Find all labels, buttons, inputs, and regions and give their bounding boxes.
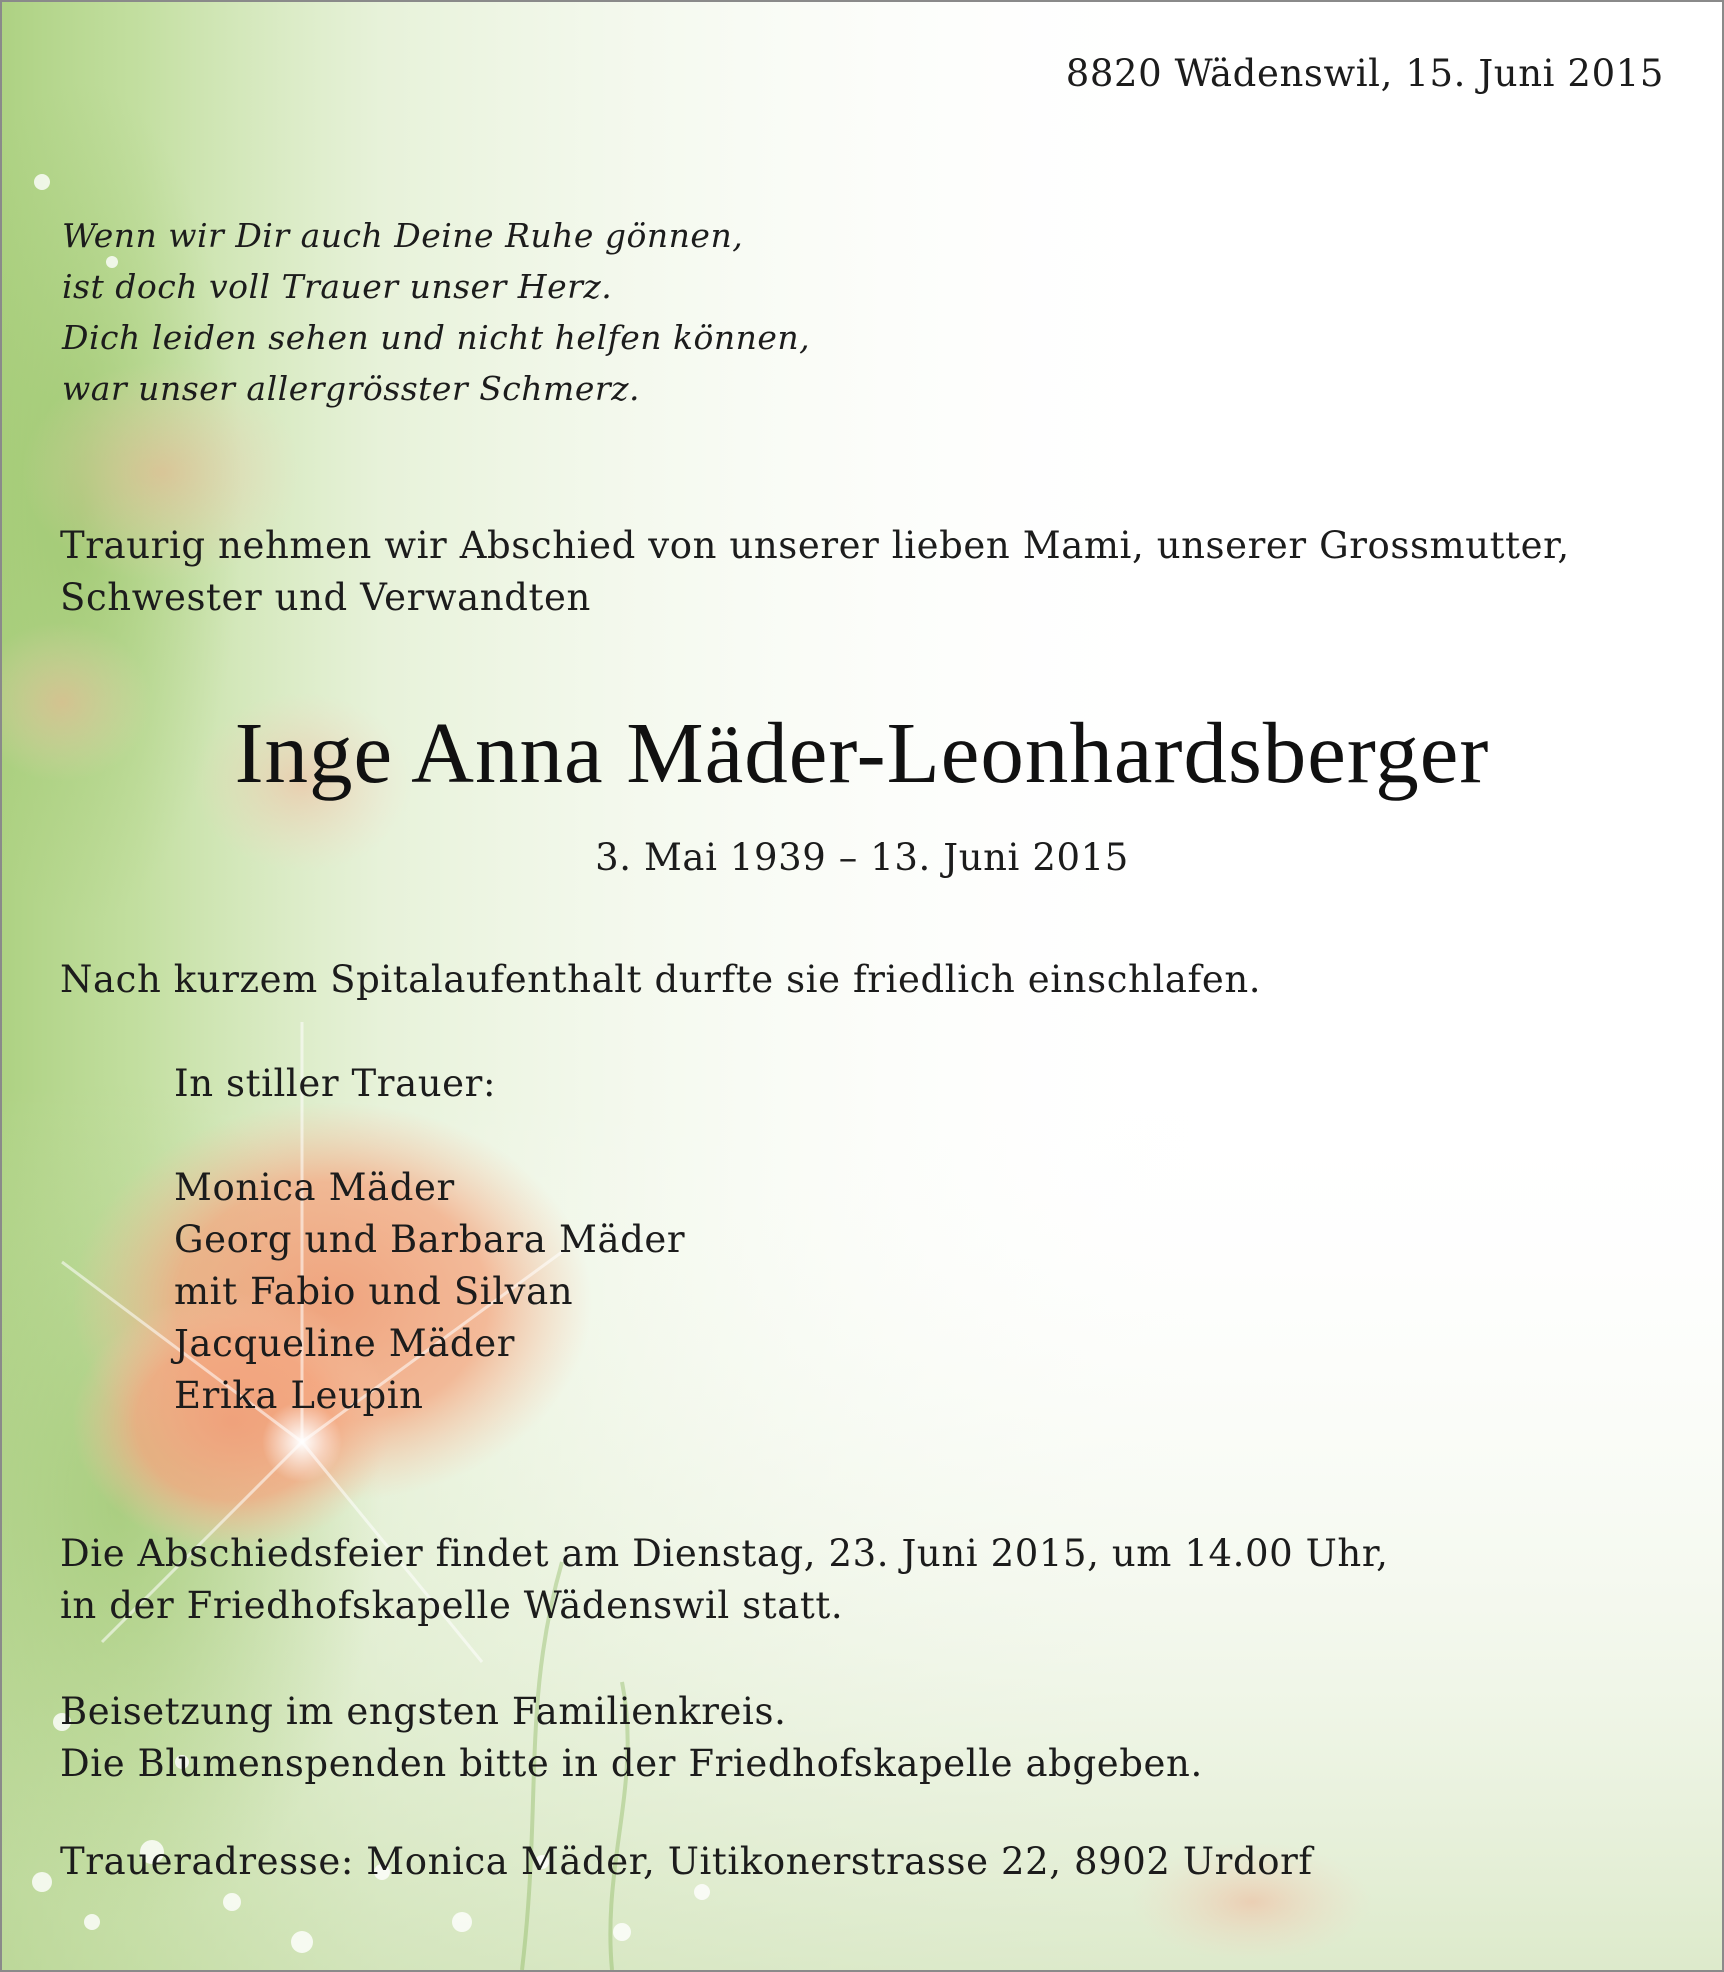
deceased-name: Inge Anna Mäder-Leonhardsberger [234, 704, 1490, 801]
poem [62, 210, 810, 414]
poem-line: war unser allergrösster Schmerz. [62, 369, 641, 408]
passing-note: Nach kurzem Spitalaufenthalt durfte sie friedlich einschlafen. [60, 958, 1262, 1001]
mourner-name: Erika Leupin [174, 1374, 424, 1417]
intro-text [60, 520, 1570, 624]
burial-info [60, 1686, 1203, 1790]
ceremony-info [60, 1528, 1388, 1632]
mourner-name: mit Fabio und Silvan [174, 1270, 574, 1313]
mourning-address: Traueradresse: Monica Mäder, Uitikonerstrasse 22, 8902 Urdorf [60, 1840, 1313, 1883]
intro-line: Traurig nehmen wir Abschied von unserer lieben Mami, unserer Grossmutter, [60, 524, 1570, 567]
poem-line: Dich leiden sehen und nicht helfen können, [62, 318, 811, 357]
mourners-heading: In stiller Trauer: [174, 1062, 497, 1105]
burial-line: Die Blumenspenden bitte in der Friedhofskapelle abgeben. [60, 1742, 1203, 1785]
mourners-list [174, 1162, 685, 1422]
burial-line: Beisetzung im engsten Familienkreis. [60, 1690, 787, 1733]
mourner-name: Georg und Barbara Mäder [174, 1218, 686, 1261]
ceremony-line: Die Abschiedsfeier findet am Dienstag, 23. Juni 2015, um 14.00 Uhr, [60, 1532, 1389, 1575]
intro-line: Schwester und Verwandten [60, 576, 591, 619]
lifespan-dates: 3. Mai 1939 – 13. Juni 2015 [595, 836, 1129, 879]
mourner-name: Jacqueline Mäder [174, 1322, 515, 1365]
place-date: 8820 Wädenswil, 15. Juni 2015 [1065, 52, 1664, 95]
poem-line: ist doch voll Trauer unser Herz. [62, 267, 613, 306]
mourner-name: Monica Mäder [174, 1166, 455, 1209]
poem-line: Wenn wir Dir auch Deine Ruhe gönnen, [62, 216, 744, 255]
ceremony-line: in der Friedhofskapelle Wädenswil statt. [60, 1584, 844, 1627]
